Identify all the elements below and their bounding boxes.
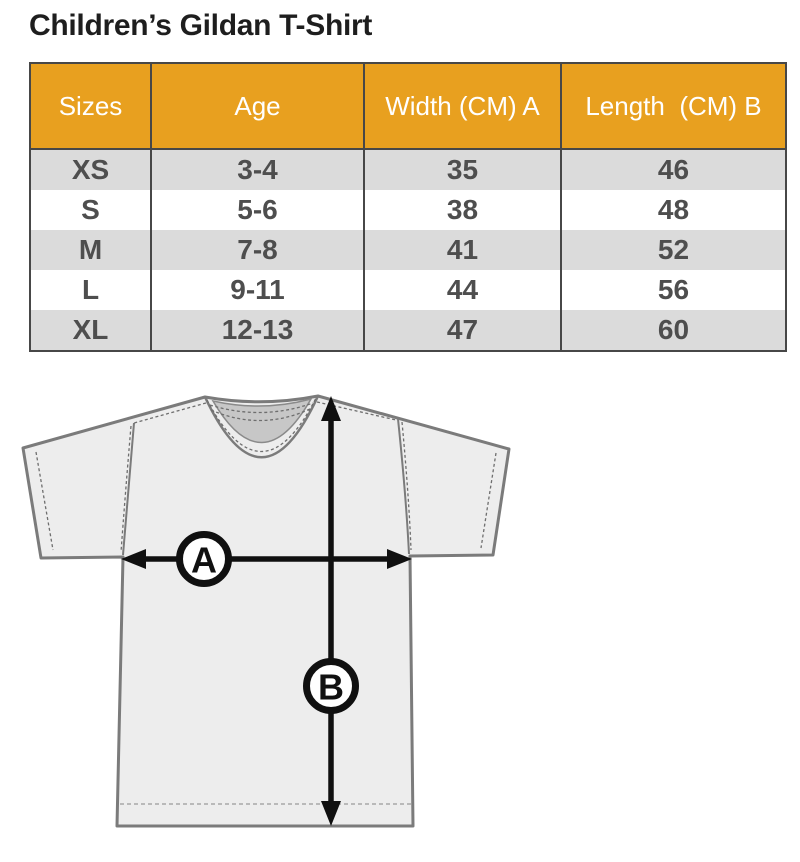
cell-size: S [81, 194, 100, 225]
page-title: Children’s Gildan T-Shirt [29, 9, 373, 42]
cell-length: 60 [561, 310, 786, 351]
cell-age: 3-4 [151, 149, 364, 190]
cell-width: 41 [364, 230, 561, 270]
cell-size: XS [71, 154, 110, 185]
cell-age: 12-13 [151, 310, 364, 351]
size-chart-table [29, 62, 787, 352]
cell-size: L [81, 274, 100, 305]
column-header-width: Width (CM) A [364, 63, 561, 149]
header-row [30, 63, 786, 149]
cell-length: 52 [561, 230, 786, 270]
cell-width: 44 [364, 270, 561, 310]
tshirt-silhouette [23, 396, 509, 826]
length-badge-label: B [318, 666, 344, 708]
width-badge-label: A [191, 539, 217, 581]
cell-size: M [78, 234, 103, 265]
tshirt-measurement-diagram [0, 385, 560, 857]
table-row [30, 310, 786, 351]
column-header-sizes: Sizes [30, 63, 151, 149]
cell-length: 48 [561, 190, 786, 230]
cell-width: 35 [364, 149, 561, 190]
cell-length: 56 [561, 270, 786, 310]
cell-age: 9-11 [151, 270, 364, 310]
table-row [30, 190, 786, 230]
column-header-length: Length (CM) B [561, 63, 786, 149]
table-row [30, 270, 786, 310]
length-badge [307, 662, 356, 711]
cell-width: 38 [364, 190, 561, 230]
column-header-age: Age [151, 63, 364, 149]
cell-width: 47 [364, 310, 561, 351]
cell-length: 46 [561, 149, 786, 190]
cell-size: XL [72, 314, 109, 345]
tshirt-diagram-svg [0, 385, 560, 857]
width-badge [180, 535, 229, 584]
cell-age: 7-8 [151, 230, 364, 270]
cell-age: 5-6 [151, 190, 364, 230]
table-row [30, 230, 786, 270]
table-row [30, 149, 786, 190]
